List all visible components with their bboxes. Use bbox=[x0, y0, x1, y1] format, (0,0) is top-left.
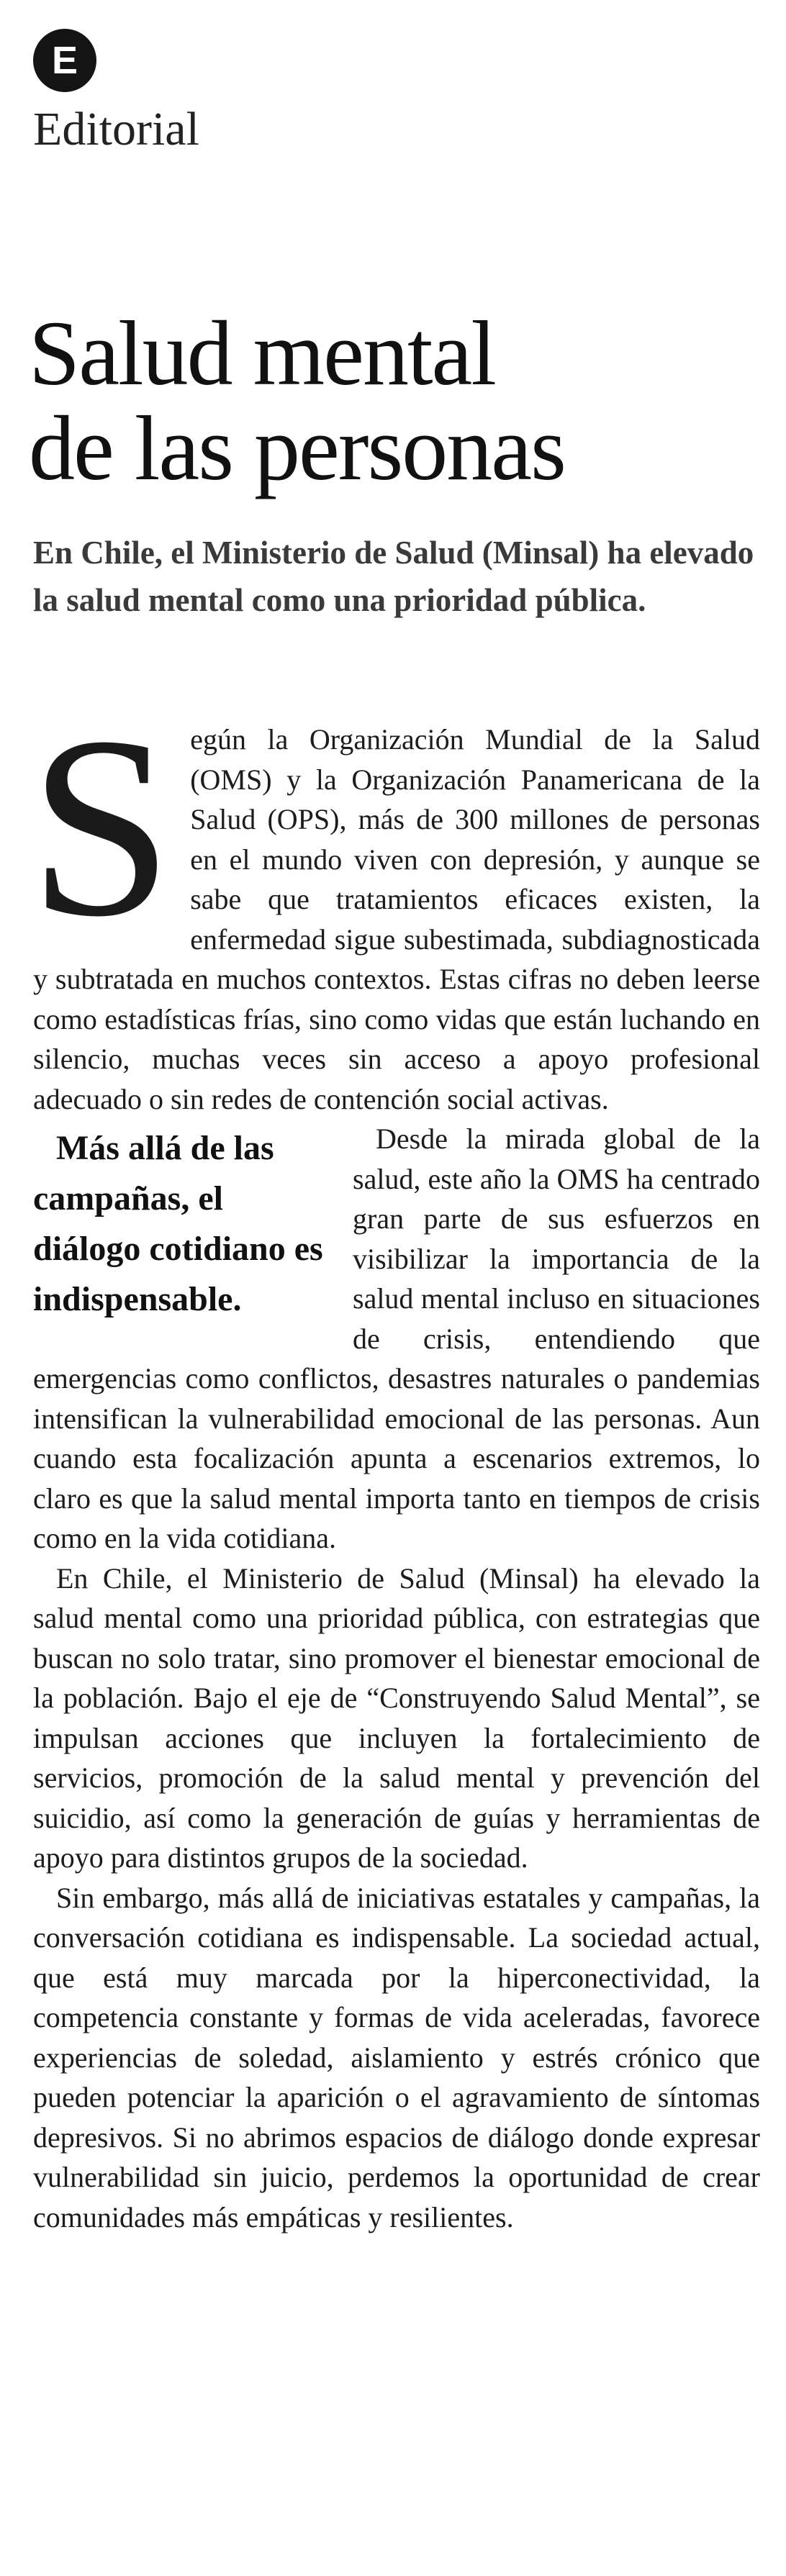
paragraph-1-text: egún la Organización Mundial de la Salud (OMS) y la Organización Panamericana de la Salud (OPS), más de 300 millones de personas en el mundo viven con depresión, y aunque se sabe que tratamientos eficaces existen, la enfermedad sigue subestimada, subdiagnosticada y subtratada en muchos contextos. Estas cifras no deben leerse como estadísticas frías, sino como vidas que están luchando en silencio, muchas veces sin acceso a apoyo profesional adecuado o sin redes de contención social activas. bbox=[33, 723, 760, 1115]
article-lead: En Chile, el Ministerio de Salud (Minsal) ha elevado la salud mental como una prioridad pública. bbox=[33, 535, 754, 618]
pull-quote: Más allá de las campañas, el diálogo cotidiano es indispensable. bbox=[33, 1129, 323, 1318]
section-label: Editorial bbox=[33, 103, 199, 155]
paragraph-3: En Chile, el Ministerio de Salud (Minsal) ha elevado la salud mental como una prioridad pública, con estrategias que buscan no solo tratar, sino promover el bienestar emocional de la población. Bajo el eje de “Construyendo Salud Mental”, se impulsan acciones que incluyen la fortalecimiento de servicios, promoción de la salud mental y prevención del suicidio, así como la generación de guías y herramientas de apoyo para distintos grupos de la sociedad. bbox=[33, 1561, 760, 1874]
drop-cap: S bbox=[29, 683, 173, 970]
title-line-2: de las personas bbox=[29, 397, 565, 499]
editorial-badge: E bbox=[33, 29, 96, 92]
paragraph-2 bbox=[33, 1119, 760, 1559]
paragraph-1 bbox=[29, 683, 760, 1119]
paragraph-2-text: Desde la mirada global de la salud, este año la OMS ha centrado gran parte de sus esfuerzos en visibilizar la importancia de la salud mental incluso en situaciones de crisis, entendiendo que emergencias como conflictos, desastres naturales o pandemias intensifican la vulnerabilidad emocional de las personas. Aun cuando esta focalización apunta a escenarios extremos, lo claro es que la salud mental importa tanto en tiempos de crisis como en la vida cotidiana. bbox=[33, 1123, 760, 1554]
title-line-1: Salud mental bbox=[29, 302, 495, 404]
article-title bbox=[29, 302, 756, 499]
article-body bbox=[29, 683, 760, 2237]
paragraph-4: Sin embargo, más allá de iniciativas estatales y campañas, la conversación cotidiana es indispensable. La sociedad actual, que está muy marcada por la hiperconectividad, la competencia constante y formas de vida aceleradas, favorece experiencias de soledad, aislamiento y estrés crónico que pueden potenciar la aparición o el agravamiento de síntomas depresivos. Si no abrimos espacios de diálogo donde expresar vulnerabilidad sin juicio, perdemos la oportunidad de crear comunidades más empáticas y resilientes. bbox=[33, 1881, 760, 2233]
